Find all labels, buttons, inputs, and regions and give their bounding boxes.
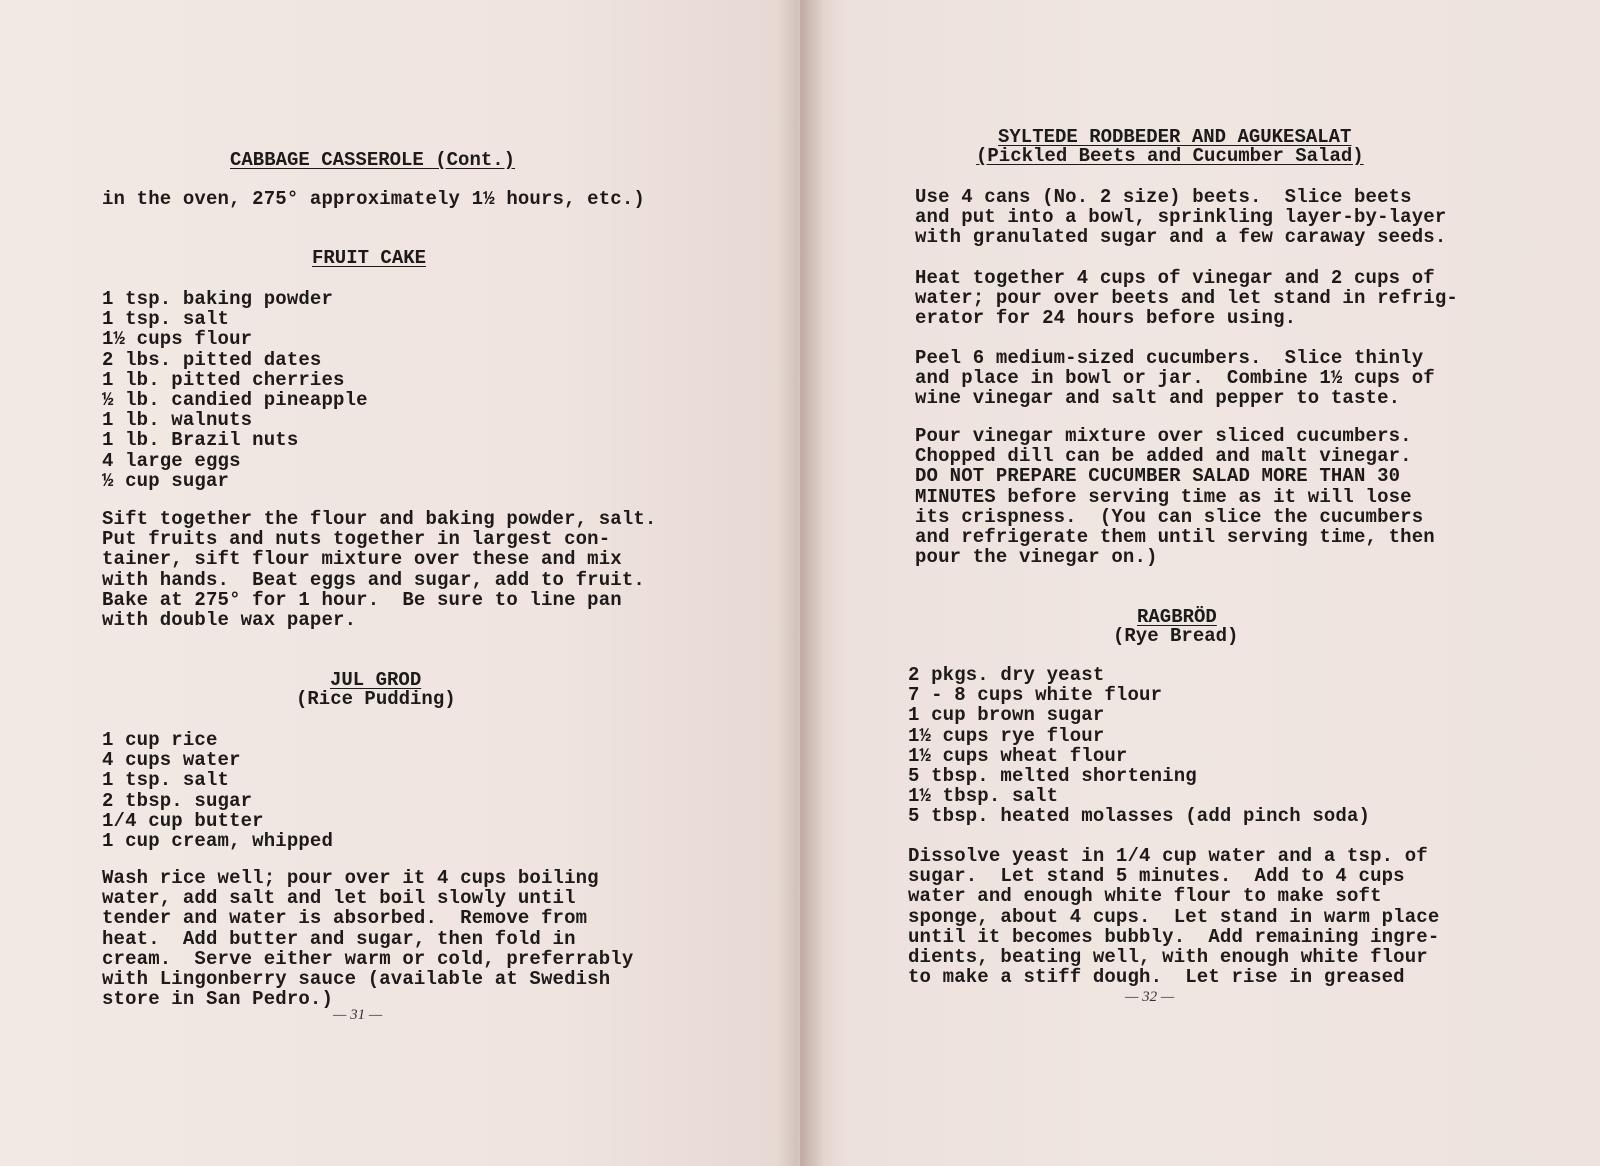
- syltede-paragraph-3: Peel 6 medium-sized cucumbers. Slice thinly and place in bowl or jar. Combine 1½ cups of wine vinegar and salt and pepper to taste.: [915, 347, 1435, 410]
- casserole-continued-text: in the oven, 275° approximately 1½ hours, etc.): [102, 188, 645, 210]
- syltede-paragraph-1: Use 4 cans (No. 2 size) beets. Slice beets and put into a bowl, sprinkling layer-by-layer with granulated sugar and a few caraway seeds.: [915, 186, 1447, 249]
- ingredient-line: 7 - 8 cups white flour: [908, 684, 1163, 707]
- ingredient-line: ½ cup sugar: [102, 469, 230, 492]
- ingredient-line: 2 pkgs. dry yeast: [908, 664, 1105, 686]
- cabbage-casserole-heading: CABBAGE CASSEROLE (Cont.): [230, 149, 516, 171]
- right-page: [800, 0, 1598, 1166]
- ingredient-line: 4 cups water: [102, 749, 241, 772]
- ragbrod-ingredients: [908, 665, 1370, 827]
- jul-grod-directions: Wash rice well; pour over it 4 cups boiling water, add salt and let boil slowly until tender and water is absorbed. Remove from heat. Add butter and sugar, then fold in cream. Serve either warm or cold, preferrably with Lingonberry sauce (available at Swedish store in San Pedro.): [102, 867, 634, 1011]
- ingredient-line: 1 cup brown sugar: [908, 704, 1105, 727]
- ingredient-line: 1 cup rice: [102, 729, 218, 751]
- jul-grod-ingredients: [102, 730, 333, 851]
- page-number-32: — 32 —: [1125, 989, 1175, 1005]
- fruit-cake-ingredients: [102, 289, 368, 491]
- ingredient-line: 5 tbsp. melted shortening: [908, 765, 1197, 788]
- ragbrod-directions: Dissolve yeast in 1/4 cup water and a tsp. of sugar. Let stand 5 minutes. Add to 4 cups water and enough white flour to make soft sponge, about 4 cups. Let stand in warm place until it becomes bubbly. Add remaining ingre- dients, beating well, with enough white flour to make a stiff dough. Let rise in greased: [908, 845, 1440, 989]
- ingredient-line: ½ lb. candied pineapple: [102, 389, 368, 412]
- ingredient-line: 1½ tbsp. salt: [908, 785, 1059, 808]
- ingredient-line: 1 tsp. baking powder: [102, 288, 334, 310]
- jul-grod-subtitle: (Rice Pudding): [296, 688, 456, 710]
- jul-grod-title: JUL GROD: [330, 669, 422, 691]
- ingredient-line: 1½ cups flour: [102, 328, 253, 351]
- ingredient-line: 4 large eggs: [102, 449, 241, 472]
- ingredient-line: 1 tsp. salt: [102, 308, 230, 331]
- ingredient-line: 1 lb. Brazil nuts: [102, 429, 299, 452]
- ingredient-line: 1 cup cream, whipped: [102, 830, 334, 853]
- ingredient-line: 2 tbsp. sugar: [102, 789, 253, 812]
- ragbrod-subtitle: (Rye Bread): [1113, 625, 1239, 647]
- fruit-cake-title: FRUIT CAKE: [312, 247, 427, 269]
- ragbrod-title: RAGBRÖD: [1137, 606, 1217, 628]
- ingredient-line: 1½ cups wheat flour: [908, 744, 1128, 767]
- book-gutter: [776, 0, 824, 1166]
- ingredient-line: 1 tsp. salt: [102, 769, 230, 792]
- syltede-paragraph-4: Pour vinegar mixture over sliced cucumbers. Chopped dill can be added and malt vinegar. DO NOT PREPARE CUCUMBER SALAD MORE THAN 30 MINUTES before serving time as it will lose its crispness. (You can slice the cucumbers and refrigerate them until serving time, then pour the vinegar on.): [915, 425, 1435, 569]
- ingredient-line: 1/4 cup butter: [102, 809, 264, 832]
- ingredient-line: 2 lbs. pitted dates: [102, 348, 322, 371]
- ingredient-line: 5 tbsp. heated molasses (add pinch soda): [908, 805, 1371, 828]
- syltede-title: SYLTEDE RODBEDER AND AGUKESALAT: [998, 126, 1352, 148]
- page-number-31: — 31 —: [333, 1007, 383, 1023]
- syltede-paragraph-2: Heat together 4 cups of vinegar and 2 cups of water; pour over beets and let stand in refrig- erator for 24 hours before using.: [915, 267, 1458, 330]
- ingredient-line: 1 lb. walnuts: [102, 409, 253, 432]
- left-page: [0, 0, 798, 1166]
- fruit-cake-directions: Sift together the flour and baking powder, salt. Put fruits and nuts together in largest con- tainer, sift flour mixture over these and mix with hands. Beat eggs and sugar, add to fruit. Bake at 275° for 1 hour. Be sure to line pan with double wax paper.: [102, 508, 657, 632]
- ingredient-line: 1½ cups rye flour: [908, 724, 1105, 747]
- ingredient-line: 1 lb. pitted cherries: [102, 368, 345, 391]
- syltede-subtitle: (Pickled Beets and Cucumber Salad): [976, 145, 1364, 167]
